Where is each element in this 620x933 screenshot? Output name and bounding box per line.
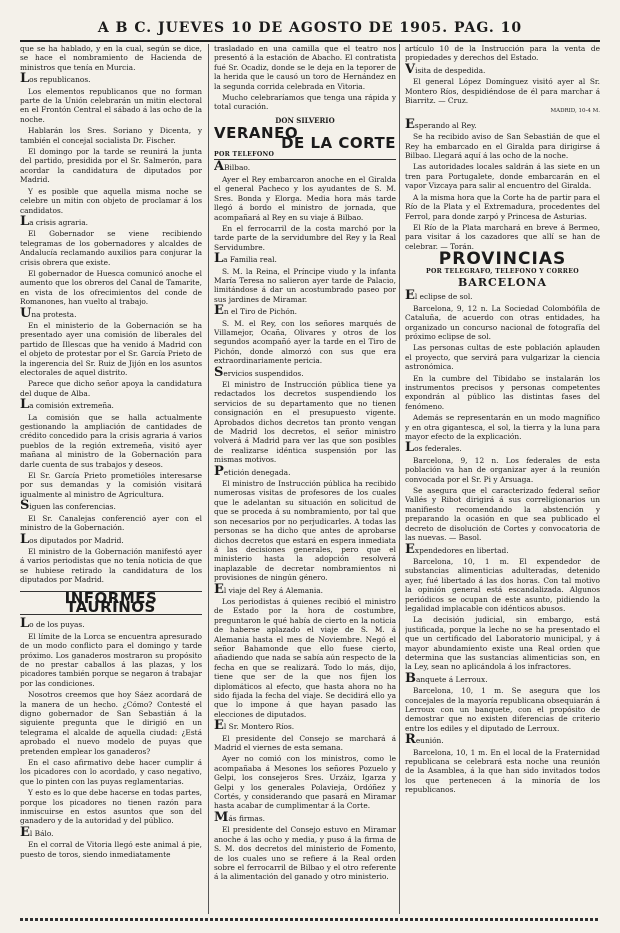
section-title-de-la-corte: DE LA CORTE — [281, 133, 396, 152]
drop-initial: L — [20, 616, 30, 632]
paragraph-text: Se asegura que el caracterizado federal señor Vallés y Ribot dirigirá á sus correligionarios un manifiesto recomendando la abstención y preparando la ocasión en que sea publicado el decreto de disolución de Cortes y convocatoria de las nuevas. — Basol. — [405, 486, 600, 543]
paragraph-text: El ministro de la Gobernación manifestó ayer á varios periodistas que no tenía noticia de que se hubiese retirado la candidatura de los diputados por Madrid. — [20, 546, 202, 585]
paragraph-text: El presidente del Consejo estuvo en Miramar anoche á las ocho y media, y puso á la firma de S. M. dos decretos del ministerio de Fomento, de los cuales uno se refiere á la Real orden sobre el ferrocarril de Bilbao y el otro referente á la alimentación del ganado y otro ministerio. — [214, 825, 396, 882]
article-paragraph — [214, 159, 396, 175]
drop-initial: V — [405, 61, 416, 77]
column-separator-2 — [399, 44, 400, 914]
article-paragraph — [214, 581, 396, 597]
drop-initial: M — [214, 809, 229, 825]
article-paragraph — [214, 825, 396, 881]
paragraph-text: os diputados por Madrid. — [29, 535, 124, 545]
article-paragraph — [214, 319, 396, 366]
article-paragraph — [20, 126, 202, 145]
column-3 — [405, 44, 600, 914]
article-paragraph — [405, 440, 600, 456]
paragraph-text: En la cumbre del Tibidabo se instalarán los instrumentos precisos y personas competentes expondrán al público las distintas fases del fenómeno. — [405, 373, 600, 411]
article-paragraph — [214, 224, 396, 252]
article-paragraph — [20, 321, 202, 377]
paragraph-text: A la misma hora que la Corte ha de partir para el Río de la Plata y el Extremadura, procedentes del Ferrol, para donde zarpó y Princesa de Asturias. — [405, 192, 600, 221]
paragraph-text: S. M. el Rey, con los señores marqués de Villamejor, Ocaña, Olivares y otros de los segundos acompañó ayer la tarde en el Tiro de Pichón, donde almorzó con sus que era extraordinariamente pericia. — [214, 318, 396, 366]
article-paragraph — [20, 379, 202, 398]
article-paragraph — [214, 303, 396, 319]
drop-initial: L — [20, 531, 30, 547]
paragraph-text: Las autoridades locales saldrán á las siete en un tren para Portugalete, donde embarcarán en el vapor Vizcaya para salir al encuentro del Giralda. — [405, 162, 600, 191]
drop-initial: B — [405, 670, 416, 686]
paragraph-text: En el ministerio de la Gobernación se ha presentado ayer una comisión de liberales del partido de Illescas que ha venido á Madrid con el objeto de protestar por el Sr. García Prieto de la ingerencia del Sr. Ruiz de Jijón en los asuntos electorales de aquel distrito. — [20, 320, 202, 377]
article-paragraph — [405, 288, 600, 304]
col2b-articles — [214, 159, 396, 882]
article-paragraph — [20, 840, 202, 859]
paragraph-text: os federales. — [414, 444, 462, 454]
col1b-articles — [20, 616, 202, 859]
paragraph-text: ervicios suspendidos. — [223, 368, 304, 378]
column-2 — [214, 44, 396, 914]
article-paragraph — [405, 77, 600, 105]
paragraph-text: que se ha hablado, y en la cual, según se dice, se hace el nombramiento de Hacienda de ministros que tenía en Murcia. — [20, 44, 202, 72]
drop-initial: L — [214, 251, 224, 267]
paragraph-text: Y es posible que aquella misma noche se celebre un mitin con objeto de proclamar á los candidatos. — [20, 186, 202, 215]
article-paragraph — [405, 193, 600, 221]
paragraph-text: El límite de la Lorca se encuentra apresurado de un modo conflicto para el domingo y tarde próximo. Los ganaderos mostraron su propósito de no prestar caballos á las plazas, y los picadores también porque se negaron á trabajar por las condiciones. — [20, 631, 202, 688]
paragraph-text: Y esto es lo que debe hacerse en todas partes, porque los picadores no tienen razón para inmiscuirse en estos asuntos que son del ganadero y de la autoridad y del público. — [20, 788, 202, 826]
article-paragraph — [20, 788, 202, 826]
article-paragraph — [20, 547, 202, 585]
drop-initial: E — [405, 116, 415, 132]
article-paragraph — [405, 748, 600, 795]
article-paragraph — [405, 732, 600, 748]
col3c-articles — [405, 288, 600, 795]
paragraph-text: El Sr. García Prieto prometióles interesarse por sus demandas y la comisión visitará igualmente al ministro de Agricultura. — [20, 471, 202, 499]
article-paragraph — [20, 471, 202, 499]
drop-initial: E — [214, 303, 224, 319]
paragraph-text: sperando al Rey. — [414, 120, 477, 130]
paragraph-text: Barcelona, 9, 12 n. La Sociedad Colombófila de Cataluña, de acuerdo con otras entidades, ha organizado un concurso nacional de fotografía del próximo eclipse de sol. — [405, 303, 600, 341]
drop-initial: U — [20, 305, 32, 321]
article-paragraph — [20, 187, 202, 215]
article-paragraph — [405, 413, 600, 441]
paragraph-text: El Gobernador se viene recibiendo telegramas de los gobernadores y alcaldes de Andalucía reclamando auxilios para conjurar la crisis obrera que existe. — [20, 229, 202, 267]
paragraph-text: a comisión extremeña. — [29, 401, 114, 411]
paragraph-text: na protesta. — [31, 309, 77, 319]
paragraph-text: El Río de la Plata marchará en breve á Bermeo, para visitar á los cazadores que allí se han de celebrar. — Torán. — [405, 222, 600, 251]
article-paragraph — [405, 116, 600, 132]
paragraph-text: os republicanos. — [29, 75, 91, 85]
paragraph-text: l eclipse de sol. — [414, 292, 473, 302]
paragraph-text: Barcelona, 10, 1 m. En el local de la Fraternidad republicana se celebrará esta noche una reunión de la Asamblea, á la que han sido invitados todos los que pertenecen á la minoría de los republicanos. — [405, 747, 600, 795]
header-rule — [20, 40, 600, 42]
section-subtitle-telefono: POR TELEFONO — [214, 150, 396, 160]
dateline-madrid: MADRID, 10-4 M. — [550, 108, 600, 115]
section-title-provincias: PROVINCIAS — [438, 249, 567, 270]
col2a-articles — [214, 44, 396, 112]
article-paragraph — [405, 61, 600, 77]
paragraph-text: trasladado en una camilla que el teatro nos presentó á la estación de Abacho. El contratista fué Sr. Ocadiz, donde se le deja en la teporer de la herida que le causó un toro de Hernández en la segunda corrida celebrada en Vitoria. — [214, 44, 396, 91]
article-paragraph — [20, 147, 202, 185]
paragraph-text: Parece que dicho señor apoya la candidatura del duque de Alba. — [20, 379, 202, 398]
paragraph-text: Barcelona, 10, 1 m. El expendedor de substancias alimenticias adulteradas, detenido ayer, fué libertado á las dos horas. Con tal motivo la opinión general está escandalizada. Algunos periódicos se ocupan de este asunto, pidiendo la legalidad implacable con idénticos abusos. — [405, 556, 600, 613]
author-signature: DON SILVERIO — [275, 115, 335, 125]
article-paragraph — [20, 71, 202, 87]
drop-initial: E — [20, 824, 30, 840]
paragraph-text: El ministro de Instrucción pública ha recibido numerosas visitas de profesores de los cuales que le adelantan su situación en solicitud de que se proceda á su nombramiento, por tal que son necesarios por no perjudicarles. A todas las personas se ha dicho que antes de aprobarse dichos decretos que estará en espera inmediata á las decisiones generales, pero que el ministerio hasta la adopción resolverá inaplazable de decretar nombramientos ni provisiones de ningún género. — [214, 479, 396, 583]
column-1 — [20, 44, 202, 914]
drop-initial: L — [20, 71, 30, 87]
paragraph-text: Se ha recibido aviso de San Sebastián de que el Rey ha embarcado en el Giralda para dirigirse á Bilbao. Llegará aquí á las ocho de la noche. — [405, 132, 600, 161]
paragraph-text: l Sr. Montero Ríos. — [223, 722, 295, 732]
section-title-veraneo: VERANEO — [214, 124, 299, 143]
article-paragraph — [20, 498, 202, 514]
paragraph-text: Los periodistas á quienes recibió el ministro de Estado por la hora de costumbre, preguntaron le qué había de cierto en la noticia de haberse aplazado el viaje de S. M. á Alemania hasta el mes de Noviembre. Negó el señor Bahamonde que ello fuese cierto, añadiendo que nada se sabía aún respecto de la fecha en que se realizará. Todo lo más, dijo, tiene que ser de la que nos fijen los diplomáticos al efecto, que hasta ahora no ha sido fijada la fecha del viaje. Se decidirá ello ya que lo impone á que hayan pasado las elecciones de diputados. — [214, 596, 396, 719]
paragraph-text: Ayer no comió con los ministros, como le acompañaba á Mesones los señores Pozuelo y Gelpi, los consejeros Sres. Urzáiz, Igarza y Gelpi y los generales Polavieja, Ordóñez y Cortés, y considerando que pasará en Miramar hasta acabar de cumplimentar á la Corte. — [214, 754, 396, 811]
section-subtitle-provincias: POR TELEGRAFO, TELEFONO Y CORREO — [426, 267, 579, 275]
article-paragraph — [405, 343, 600, 371]
paragraph-text: Barcelona, 10, 1 m. Se asegura que los concejales de la mayoría republicana obsequiarán á Lerroux con un banquete, con el propósito de demostrar que no existen diferencias de criterio entre los ediles y el diputado de Lerroux. — [405, 686, 600, 733]
paragraph-text: ás firmas. — [228, 813, 265, 823]
paragraph-text: S. M. la Reina, el Príncipe viudo y la infanta María Teresa no salieron ayer tarde de Palacio, limitándose á dar un acostumbrado paseo por sus jardines de Miramar. — [214, 266, 396, 304]
paragraph-text: a crisis agraria. — [29, 217, 88, 227]
article-paragraph — [405, 132, 600, 160]
drop-initial: L — [20, 397, 30, 413]
footer-rule — [20, 918, 600, 921]
col3a-articles — [405, 44, 600, 105]
article-paragraph — [214, 44, 396, 91]
article-paragraph — [405, 162, 600, 190]
article-paragraph — [214, 597, 396, 719]
drop-initial: L — [405, 440, 415, 456]
col3b-articles — [405, 116, 600, 251]
paragraph-text: Bilbao. — [224, 163, 251, 173]
drop-initial: E — [405, 288, 415, 304]
paragraph-text: Los elementos republicanos que no forman parte de la Unión celebrarán un mitin electoral en el Frontón Central el sábado á las ocho de la noche. — [20, 86, 202, 124]
article-paragraph — [405, 44, 600, 63]
paragraph-text: etición denegada. — [223, 467, 291, 477]
col1-articles — [20, 44, 202, 585]
drop-initial: S — [20, 498, 30, 514]
drop-initial: E — [214, 718, 224, 734]
article-paragraph — [20, 616, 202, 632]
article-paragraph — [214, 479, 396, 582]
paragraph-text: Ayer el Rey embarcaron anoche en el Giralda el general Pacheco y los ayudantes de S. M. Sres. Bonda y Elorga. Media hora más tarde llegó á bordo el ministro de jornada, que acompañará al Rey en su viaje á Bilbao. — [214, 174, 396, 222]
drop-initial: E — [405, 541, 415, 557]
article-paragraph — [20, 269, 202, 307]
article-paragraph — [214, 754, 396, 810]
paragraph-text: eunión. — [415, 736, 444, 746]
paragraph-text: n el Tiro de Pichón. — [223, 307, 297, 317]
article-paragraph — [20, 690, 202, 756]
article-paragraph — [405, 374, 600, 412]
article-paragraph — [20, 87, 202, 125]
paragraph-text: En el caso afirmativo debe hacer cumplir á los picadores con lo acordado, y caso negativo, que lo pinten con las puyas reglamentarias. — [20, 758, 202, 786]
article-paragraph — [20, 531, 202, 547]
paragraph-text: Nosotros creemos que hoy Sáez acordará de la manera de un hecho. ¿Cómo? Contesté el digno gobernador de San Sebastián á la siguiente pregunta que le dirigió en un telegrama el alcalde de aquella ciudad: ¿Está aprobado el nuevo modelo de puyas que pretenden emplear los ganaderos? — [20, 690, 202, 756]
drop-initial: S — [214, 364, 224, 380]
paragraph-text: El gobernador de Huesca comunicó anoche el aumento que los obreros del Canal de Tamarite, en vista de los ofrecimientos del conde de Romanones, han vuelto al trabajo. — [20, 268, 202, 307]
paragraph-text: artículo 10 de la Instrucción para la venta de propiedades y derechos del Estado. — [405, 44, 600, 63]
drop-initial: A — [214, 159, 225, 175]
article-paragraph — [405, 541, 600, 557]
article-paragraph — [214, 734, 396, 753]
paragraph-text: xpendedores en libertad. — [414, 545, 509, 555]
article-paragraph — [20, 758, 202, 786]
drop-initial: E — [214, 581, 224, 597]
article-paragraph — [405, 223, 600, 251]
column-separator-1 — [208, 44, 209, 914]
page-header: A B C. JUEVES 10 DE AGOSTO DE 1905. PAG. 10 — [97, 20, 523, 36]
article-paragraph — [20, 229, 202, 267]
paragraph-text: l Bálo. — [29, 828, 54, 838]
city-heading-barcelona: BARCELONA — [457, 275, 548, 289]
paragraph-text: o de los puyas. — [29, 620, 85, 630]
article-paragraph — [214, 175, 396, 222]
article-paragraph — [214, 718, 396, 734]
article-paragraph — [405, 557, 600, 613]
paragraph-text: iguen las conferencias. — [29, 502, 116, 512]
paragraph-text: anquete á Lerroux. — [416, 674, 488, 684]
paragraph-text: isita de despedida. — [415, 65, 486, 75]
paragraph-text: Además se representarán en un modo magnífico y en otra gigantesca, el sol, la tierra y la luna para mayor efecto de la explicación. — [405, 413, 600, 442]
paragraph-text: l viaje del Rey á Alemania. — [223, 585, 323, 595]
article-paragraph — [214, 463, 396, 479]
article-paragraph — [214, 267, 396, 305]
paragraph-text: En el ferrocarril de la costa marchó por la tarde parte de la servidumbre del Rey y la Real Servidumbre. — [214, 223, 396, 252]
article-paragraph — [405, 686, 600, 733]
paragraph-text: Barcelona, 9, 12 n. Los federales de esta población va han de organizar ayer á la reunión convocada por el Sr. Pi y Arsuaga. — [405, 455, 600, 484]
article-paragraph — [405, 670, 600, 686]
article-paragraph — [20, 413, 202, 469]
article-paragraph — [20, 305, 202, 321]
paragraph-text: a Familia real. — [223, 255, 277, 265]
article-paragraph — [20, 44, 202, 72]
drop-initial: R — [405, 732, 416, 748]
paragraph-text: Mucho celebraríamos que tenga una rápida y total curación. — [214, 93, 396, 112]
paragraph-text: La decisión judicial, sin embargo, está justificada, porque la leche no se ha presentado el que un certificado del Laboratorio municipal, y á mayor abundamiento existe una Real orden que determina que las sustancias alimenticias son, en la Ley, sean no aplicándola á los infractores. — [405, 615, 600, 672]
article-paragraph — [405, 615, 600, 671]
paragraph-text: En el corral de Vitoria llegó este animal á pie, puesto de toros, siendo inmediatamente — [20, 840, 202, 859]
paragraph-text: El ministro de Instrucción pública tiene ya redactados los decretos suspendiendo los servicios de su departamento que no tienen consignación en el presupuesto vigente. Aprobados dichos decretos tan pronto vengan de Madrid los decretos, el señor ministro volverá á Madrid para ver las que son posibles de realizarse idéntica suspensión por las mismas motivos. — [214, 380, 396, 465]
section-title-informes-taurinos: INFORMES TAURINOS — [20, 591, 202, 616]
paragraph-text: El domingo por la tarde se reunirá la junta del partido, presidida por el Sr. Salmerón, para acordar la candidatura de diputados por Madrid. — [20, 147, 202, 185]
article-paragraph — [20, 397, 202, 413]
paragraph-text: Hablarán los Sres. Soriano y Dicenta, y también el concejal socialista Dr. Fischer. — [20, 126, 202, 145]
paragraph-text: El general López Domínguez visitó ayer al Sr. Montero Ríos, despidiéndose de él para marchar á Biarritz. — Cruz. — [405, 77, 600, 106]
drop-initial: P — [214, 463, 224, 479]
drop-initial: L — [20, 213, 30, 229]
article-paragraph — [20, 514, 202, 533]
article-paragraph — [405, 304, 600, 342]
paragraph-text: La comisión que se halla actualmente gestionando la ampliación de cantidades de crédito concedido para la crisis agraria á varios pueblos de la región extremeña, visitó ayer mañana al ministro de la Gobernación para darle cuenta de sus trabajos y deseos. — [20, 412, 202, 469]
article-paragraph — [20, 824, 202, 840]
article-paragraph — [214, 251, 396, 267]
article-paragraph — [214, 380, 396, 465]
article-paragraph — [214, 364, 396, 380]
article-paragraph — [405, 456, 600, 484]
paragraph-text: El Sr. Canalejas conferenció ayer con el ministro de la Gobernación. — [20, 513, 202, 533]
article-paragraph — [20, 213, 202, 229]
article-paragraph — [214, 93, 396, 112]
article-paragraph — [405, 486, 600, 542]
article-paragraph — [214, 809, 396, 825]
paragraph-text: El presidente del Consejo se marchará á Madrid el viernes de esta semana. — [214, 733, 396, 753]
paragraph-text: Las personas cultas de este población aplauden el proyecto, que servirá para vulgarizar la ciencia astronómica. — [405, 343, 600, 372]
article-paragraph — [20, 632, 202, 688]
